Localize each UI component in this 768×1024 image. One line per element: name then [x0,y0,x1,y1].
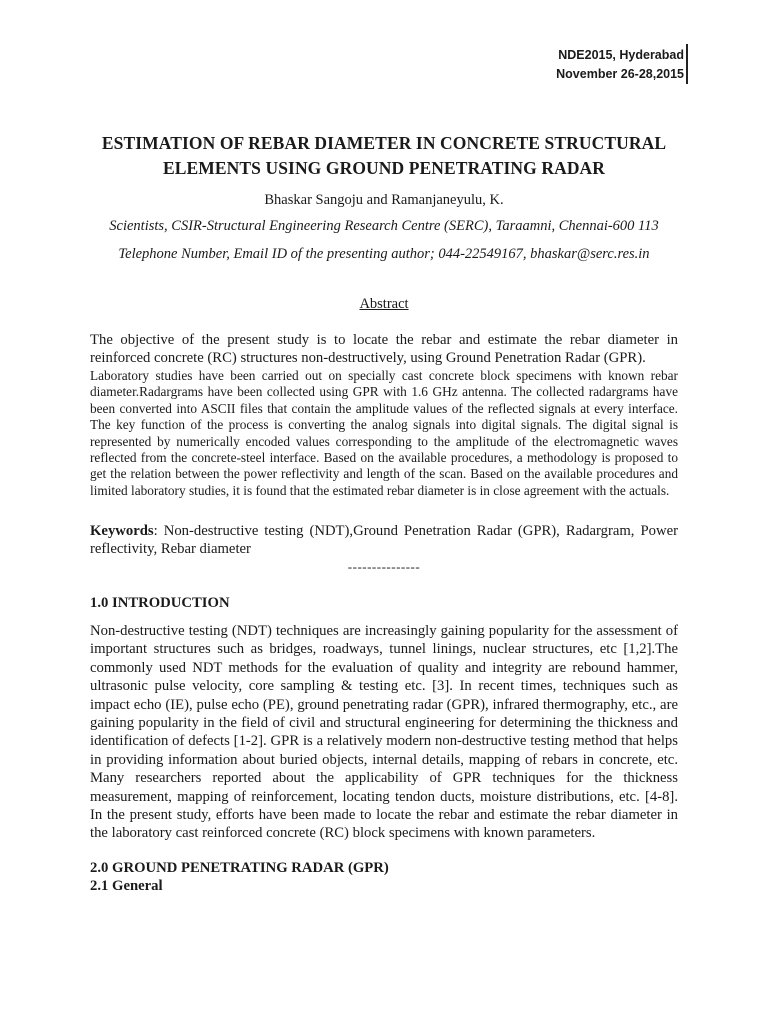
conference-name: NDE2015, Hyderabad [558,48,684,62]
keywords-label: Keywords [90,523,154,539]
abstract-body: Laboratory studies have been carried out on specially cast concrete block specimens with known rebar diameter.Radargrams have been collected using GPR with 1.6 GHz antenna. The collected radargrams have been converted into ASCII files that contain the amplitude values of the reflected signals at every interface. The key function of the process is converting the analog signals into digital signals. The digital signal is represented by numerically encoded values corresponding to the amplitude of the electromagnetic waves reflected from the concrete-steel interface. Based on the available procedures, a methodology is proposed to get the relation between the power reflectivity and length of the scan. Based on the available procedures and limited laboratory studies, it is found that the estimated rebar diameter is in close agreement with the actuals. [90,368,678,498]
author-contact: Telephone Number, Email ID of the presenting author; 044-22549167, bhaskar@serc.res.in [118,246,650,262]
intro-body: Non-destructive testing (NDT) techniques are increasingly gaining popularity for the assessment of important structures such as bridges, roadways, tunnel linings, nuclear structures, etc [1,2].The commonly used NDT methods for the evaluation of quality and integrity are rebound hammer, ultrasonic pulse velocity, core sampling & testing etc. [3]. In recent times, techniques such as impact echo (IE), pulse echo (PE), ground penetrating radar (GPR), infrared thermography, etc., are gaining popularity in the field of civil and structural engineering for determining the thickness and identification of defects [1-2]. GPR is a relatively modern non-destructive testing method that helps in providing information about buried objects, internal details, mapping of rebars in concrete, etc. Many researchers reported about the applicability of GPR techniques for the thickness measurement, mapping of reinforcement, locating tendon ducts, moisture distributions, etc. [4-8]. In the present study, efforts have been made to locate the rebar and estimate the rebar diameter in the laboratory cast reinforced concrete (RC) block specimens with known parameters. [90,623,678,842]
general-subheading: 2.1 General [90,878,163,894]
gpr-heading: 2.0 GROUND PENETRATING RADAR (GPR) [90,860,389,876]
conference-header [556,46,684,84]
paper-title [70,131,698,181]
header-rule [686,44,688,84]
title-line-2: ELEMENTS USING GROUND PENETRATING RADAR [162,158,606,178]
title-line-1: ESTIMATION OF REBAR DIAMETER IN CONCRETE STRUCTURAL [101,133,667,153]
keywords [90,522,678,559]
conference-dates: November 26-28,2015 [556,67,684,81]
keywords-text: : Non-destructive testing (NDT),Ground Penetration Radar (GPR), Radargram, Power reflectivity, Rebar diameter [90,523,678,558]
abstract-heading: Abstract [359,296,409,312]
section-divider: --------------- [347,559,421,574]
author-affiliation: Scientists, CSIR-Structural Engineering Research Centre (SERC), Taraamni, Chennai-600 113 [109,218,659,234]
abstract-lead: The objective of the present study is to locate the rebar and estimate the rebar diameter in reinforced concrete (RC) structures non-destructively, using Ground Penetration Radar (GPR). [90,332,678,367]
paper-authors: Bhaskar Sangoju and Ramanjaneyulu, K. [264,192,504,208]
intro-heading: 1.0 INTRODUCTION [90,595,230,611]
